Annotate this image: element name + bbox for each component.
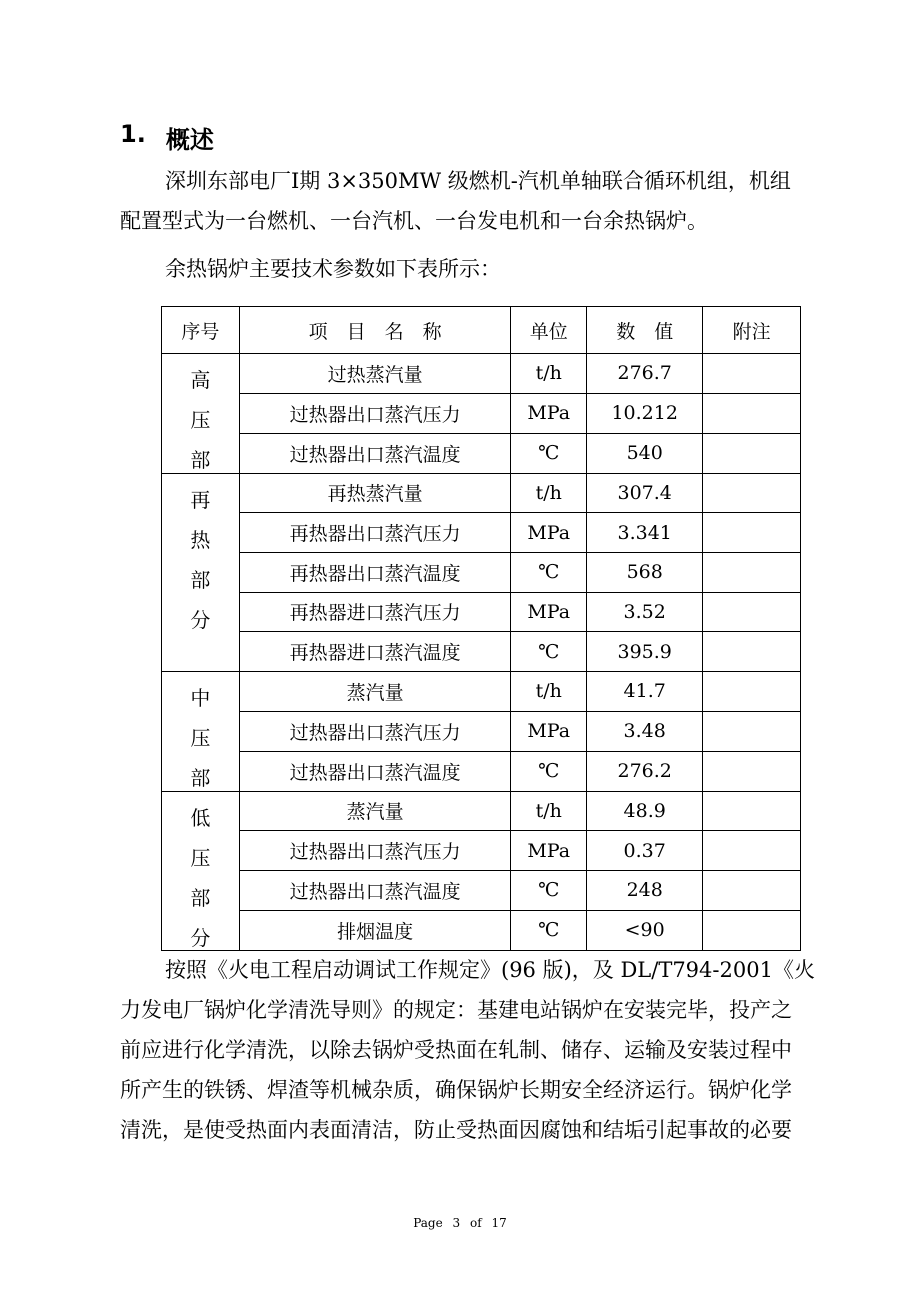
note-cell bbox=[703, 871, 801, 911]
param-name-cell: 过热器出口蒸汽压力 bbox=[239, 711, 510, 751]
table-row bbox=[162, 592, 801, 632]
unit-cell: t/h bbox=[511, 473, 587, 513]
unit-cell: ℃ bbox=[511, 433, 587, 473]
param-name-cell: 过热器出口蒸汽温度 bbox=[239, 433, 510, 473]
body-line: 按照《火电工程启动调试工作规定》(96 版)，及 DL/T794-2001《火 bbox=[165, 958, 815, 982]
value-cell: 41.7 bbox=[587, 672, 703, 712]
note-cell bbox=[703, 354, 801, 394]
body-line: 清洗，是使受热面内表面清洁，防止受热面因腐蚀和结垢引起事故的必要 bbox=[120, 1118, 792, 1142]
table-row bbox=[162, 632, 801, 672]
body-paragraph bbox=[120, 950, 815, 1150]
boiler-parameters-table bbox=[161, 306, 801, 951]
group-label-cell bbox=[162, 473, 240, 672]
param-name-cell: 排烟温度 bbox=[239, 910, 510, 950]
header-unit: 单位 bbox=[511, 307, 587, 354]
value-cell: 276.2 bbox=[587, 751, 703, 791]
value-cell: 3.52 bbox=[587, 592, 703, 632]
group-label-char: 部 bbox=[190, 885, 211, 910]
table-row bbox=[162, 513, 801, 553]
header-item: 项 目 名 称 bbox=[239, 307, 510, 354]
group-label-char: 部 bbox=[190, 448, 211, 472]
param-name-cell: 蒸汽量 bbox=[239, 791, 510, 831]
value-cell: 276.7 bbox=[587, 354, 703, 394]
value-cell: 248 bbox=[587, 871, 703, 911]
unit-cell: MPa bbox=[511, 393, 587, 433]
table-row bbox=[162, 791, 801, 831]
unit-cell: ℃ bbox=[511, 751, 587, 791]
group-label-char: 部 bbox=[190, 567, 211, 592]
value-cell: 3.48 bbox=[587, 711, 703, 751]
section-heading bbox=[120, 120, 214, 155]
footer-page-word: Page bbox=[413, 1216, 443, 1230]
note-cell bbox=[703, 711, 801, 751]
note-cell bbox=[703, 831, 801, 871]
table-row bbox=[162, 354, 801, 394]
group-label-char: 分 bbox=[190, 607, 211, 632]
header-seq: 序号 bbox=[162, 307, 240, 354]
body-line: 力发电厂锅炉化学清洗导则》的规定：基建电站锅炉在安装完毕，投产之 bbox=[120, 998, 792, 1022]
unit-cell: MPa bbox=[511, 592, 587, 632]
header-note: 附注 bbox=[703, 307, 801, 354]
note-cell bbox=[703, 632, 801, 672]
unit-cell: ℃ bbox=[511, 871, 587, 911]
group-label-cell bbox=[162, 672, 240, 792]
param-name-cell: 再热器进口蒸汽压力 bbox=[239, 592, 510, 632]
group-label-char: 分 bbox=[190, 925, 211, 950]
value-cell: 568 bbox=[587, 552, 703, 592]
table-row bbox=[162, 473, 801, 513]
note-cell bbox=[703, 910, 801, 950]
body-line: 所产生的铁锈、焊渣等机械杂质，确保锅炉长期安全经济运行。锅炉化学 bbox=[120, 1078, 792, 1102]
body-line: 前应进行化学清洗，以除去锅炉受热面在轧制、储存、运输及安装过程中 bbox=[120, 1038, 792, 1062]
table-row bbox=[162, 552, 801, 592]
param-name-cell: 再热器出口蒸汽温度 bbox=[239, 552, 510, 592]
table-row bbox=[162, 672, 801, 712]
table-row bbox=[162, 751, 801, 791]
table-row bbox=[162, 711, 801, 751]
note-cell bbox=[703, 433, 801, 473]
unit-cell: t/h bbox=[511, 354, 587, 394]
param-name-cell: 过热器出口蒸汽压力 bbox=[239, 831, 510, 871]
param-name-cell: 再热器出口蒸汽压力 bbox=[239, 513, 510, 553]
unit-cell: ℃ bbox=[511, 552, 587, 592]
footer-total-pages: 17 bbox=[491, 1216, 507, 1230]
intro-line: 深圳东部电厂Ⅰ期 3×350MW 级燃机-汽机单轴联合循环机组，机组 bbox=[165, 169, 791, 193]
group-label-char: 压 bbox=[190, 726, 211, 750]
value-cell: 395.9 bbox=[587, 632, 703, 672]
group-label-char: 中 bbox=[190, 686, 211, 710]
note-cell bbox=[703, 672, 801, 712]
param-name-cell: 过热器出口蒸汽压力 bbox=[239, 393, 510, 433]
unit-cell: t/h bbox=[511, 672, 587, 712]
table-row bbox=[162, 831, 801, 871]
group-label-cell bbox=[162, 791, 240, 950]
group-label-cell bbox=[162, 354, 240, 474]
param-name-cell: 过热器出口蒸汽温度 bbox=[239, 871, 510, 911]
group-label-char: 再 bbox=[190, 487, 211, 512]
value-cell: 307.4 bbox=[587, 473, 703, 513]
table-caption-text: 余热锅炉主要技术参数如下表所示： bbox=[165, 257, 501, 281]
value-cell: 3.341 bbox=[587, 513, 703, 553]
intro-paragraph bbox=[120, 161, 810, 241]
section-title: 概述 bbox=[165, 126, 214, 154]
intro-line: 配置型式为一台燃机、一台汽机、一台发电机和一台余热锅炉。 bbox=[120, 209, 708, 233]
value-cell: <90 bbox=[587, 910, 703, 950]
note-cell bbox=[703, 791, 801, 831]
unit-cell: MPa bbox=[511, 711, 587, 751]
note-cell bbox=[703, 552, 801, 592]
note-cell bbox=[703, 751, 801, 791]
param-name-cell: 过热器出口蒸汽温度 bbox=[239, 751, 510, 791]
param-name-cell: 蒸汽量 bbox=[239, 672, 510, 712]
table-caption bbox=[120, 249, 810, 289]
table-row bbox=[162, 433, 801, 473]
note-cell bbox=[703, 393, 801, 433]
param-name-cell: 过热蒸汽量 bbox=[239, 354, 510, 394]
unit-cell: ℃ bbox=[511, 910, 587, 950]
value-cell: 48.9 bbox=[587, 791, 703, 831]
value-cell: 0.37 bbox=[587, 831, 703, 871]
note-cell bbox=[703, 592, 801, 632]
section-number: 1. bbox=[120, 120, 146, 148]
footer-page-number: 3 bbox=[452, 1216, 461, 1230]
group-label-char: 热 bbox=[190, 527, 211, 552]
group-label-char: 低 bbox=[190, 805, 211, 830]
footer-of-word: of bbox=[470, 1216, 482, 1230]
value-cell: 10.212 bbox=[587, 393, 703, 433]
note-cell bbox=[703, 473, 801, 513]
page-footer bbox=[0, 1216, 920, 1230]
group-label-char: 压 bbox=[190, 845, 211, 870]
value-cell: 540 bbox=[587, 433, 703, 473]
note-cell bbox=[703, 513, 801, 553]
group-label-char: 高 bbox=[190, 368, 211, 392]
param-name-cell: 再热器进口蒸汽温度 bbox=[239, 632, 510, 672]
group-label-char: 压 bbox=[190, 408, 211, 432]
header-value: 数 值 bbox=[587, 307, 703, 354]
table-header-row bbox=[162, 307, 801, 354]
table-row bbox=[162, 871, 801, 911]
table-row bbox=[162, 910, 801, 950]
table-row bbox=[162, 393, 801, 433]
table-body bbox=[162, 354, 801, 951]
unit-cell: t/h bbox=[511, 791, 587, 831]
unit-cell: ℃ bbox=[511, 632, 587, 672]
unit-cell: MPa bbox=[511, 831, 587, 871]
group-label-char: 部 bbox=[190, 766, 211, 790]
unit-cell: MPa bbox=[511, 513, 587, 553]
param-name-cell: 再热蒸汽量 bbox=[239, 473, 510, 513]
